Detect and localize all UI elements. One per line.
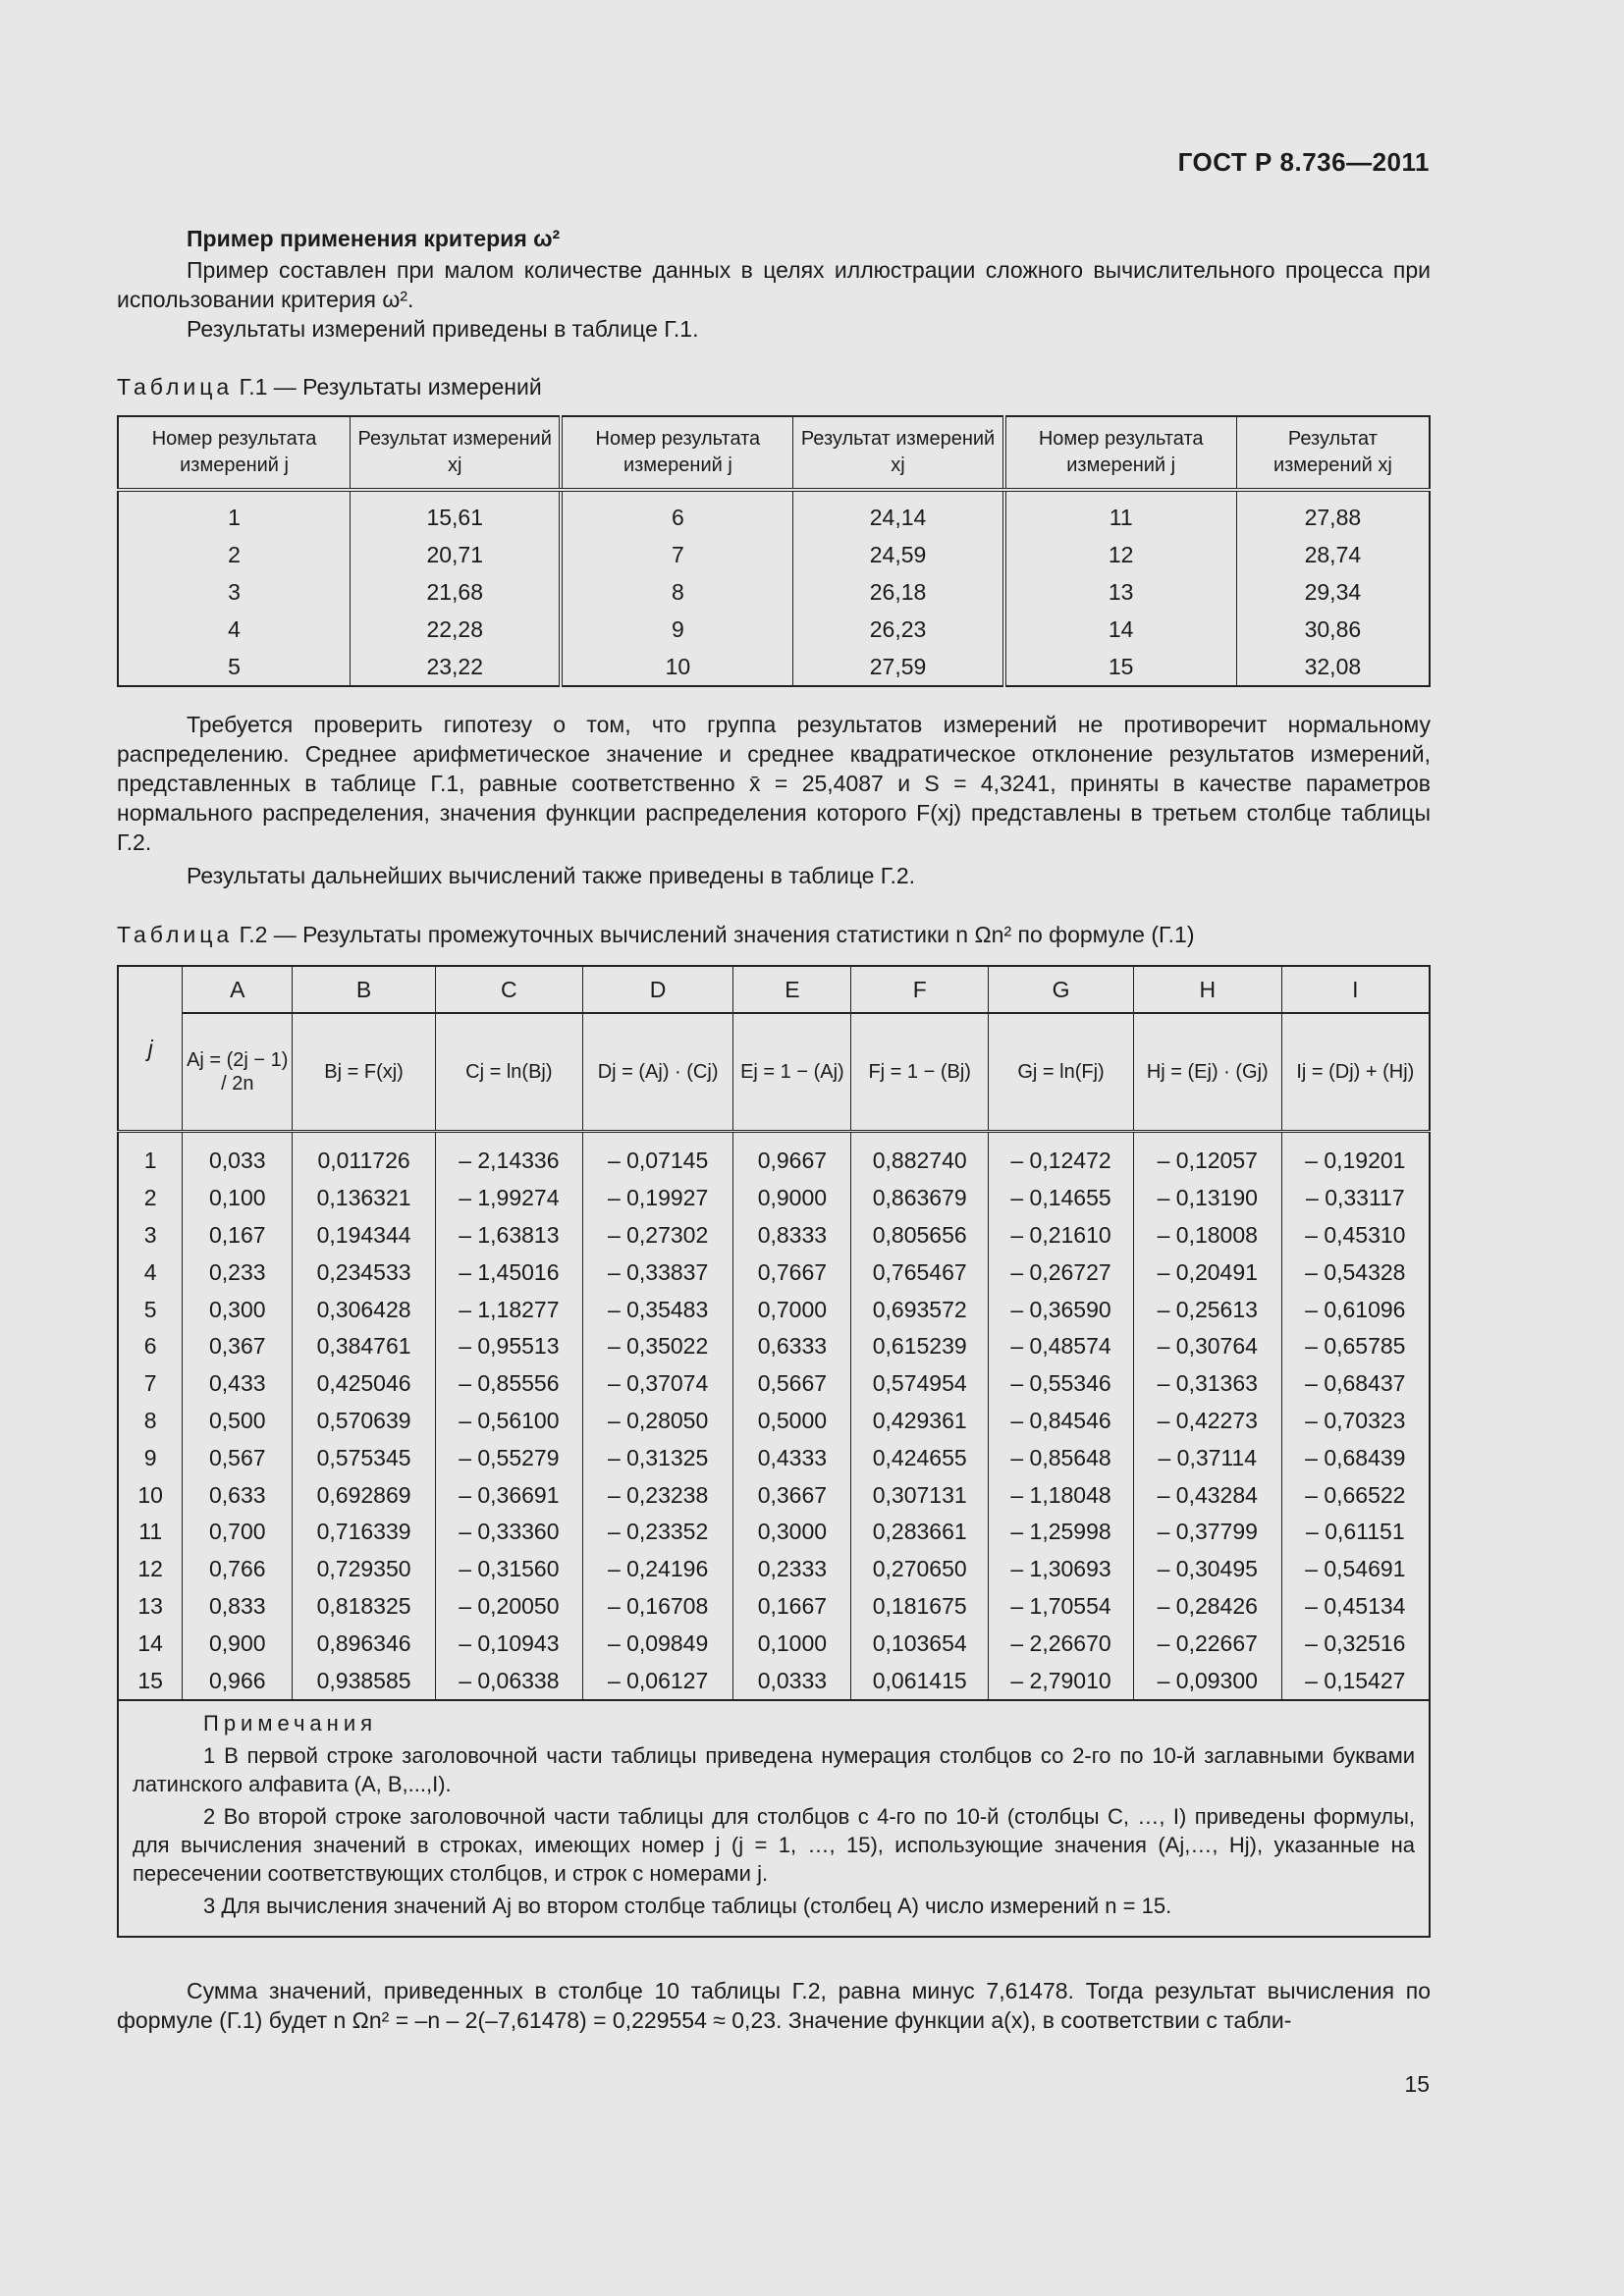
t2-cell: 0,574954 xyxy=(851,1365,989,1403)
t2-formula: Dj = (Aj) · (Cj) xyxy=(582,1013,733,1132)
t2-cell: – 0,18008 xyxy=(1133,1217,1281,1255)
t2-cell: – 0,36691 xyxy=(435,1476,582,1514)
t2-cell: 0,575345 xyxy=(293,1439,436,1476)
t2-cell: – 0,56100 xyxy=(435,1403,582,1440)
t2-cell: – 0,35022 xyxy=(582,1328,733,1365)
t2-cell: 10 xyxy=(137,1481,163,1508)
t2-formula: Ej = 1 − (Aj) xyxy=(733,1013,851,1132)
t2-cell: 0,136321 xyxy=(293,1180,436,1217)
t2-cell: – 1,30693 xyxy=(989,1551,1134,1588)
t2-cell: 0,500 xyxy=(183,1403,293,1440)
t2-j-header: j xyxy=(118,966,183,1132)
t1-cell: 8 xyxy=(561,574,793,612)
t2-cell: 8 xyxy=(143,1407,157,1433)
t2-cell: 12 xyxy=(137,1556,163,1582)
t2-cell: 0,384761 xyxy=(293,1328,436,1365)
t2-cell: – 0,55279 xyxy=(435,1439,582,1476)
t2-cell: 15 xyxy=(137,1667,163,1693)
t2-cell: – 2,79010 xyxy=(989,1662,1134,1700)
t1-header: Номер результата измерений j xyxy=(118,416,351,490)
t2-cell: 0,233 xyxy=(183,1254,293,1291)
t1-cell: 24,14 xyxy=(793,490,1004,537)
t1-cell: 2 xyxy=(228,542,241,568)
t2-cell: – 0,12472 xyxy=(989,1132,1134,1180)
t2-cell: 0,103654 xyxy=(851,1625,989,1662)
t2-row xyxy=(118,1625,1430,1662)
t1-cell: 12 xyxy=(1004,537,1237,574)
t2-cell: 0,896346 xyxy=(293,1625,436,1662)
t2-cell: – 0,35483 xyxy=(582,1291,733,1328)
t2-cell: – 0,28426 xyxy=(1133,1588,1281,1626)
t2-cell: 0,2333 xyxy=(733,1551,851,1588)
t2-row xyxy=(118,1254,1430,1291)
t2-cell: – 0,25613 xyxy=(1133,1291,1281,1328)
hypothesis-paragraph-2: Результаты дальнейших вычислений также приведены в таблице Г.2. xyxy=(187,863,916,888)
t2-cell: – 0,85556 xyxy=(435,1365,582,1403)
t1-cell: 28,74 xyxy=(1236,537,1430,574)
t2-cell: 3 xyxy=(143,1221,157,1248)
page-number: 15 xyxy=(1404,2071,1430,2097)
t2-cell: – 0,09300 xyxy=(1133,1662,1281,1700)
t2-cell: 0,033 xyxy=(183,1132,293,1180)
t2-cell: – 0,33360 xyxy=(435,1514,582,1551)
t2-cell: – 0,16708 xyxy=(582,1588,733,1626)
t2-cell: – 0,31560 xyxy=(435,1551,582,1588)
t2-cell: 0,429361 xyxy=(851,1403,989,1440)
t1-cell: 22,28 xyxy=(351,611,562,648)
t2-formula: Cj = ln(Bj) xyxy=(435,1013,582,1132)
t2-cell: – 0,61096 xyxy=(1281,1291,1430,1328)
t2-letter: I xyxy=(1281,966,1430,1013)
t2-cell: – 0,65785 xyxy=(1281,1328,1430,1365)
t2-letter: G xyxy=(989,966,1134,1013)
t1-header: Номер результата измерений j xyxy=(1004,416,1237,490)
t1-cell: 23,22 xyxy=(351,648,562,686)
t2-cell: – 0,33117 xyxy=(1281,1180,1430,1217)
t2-cell: 0,5667 xyxy=(733,1365,851,1403)
t1-cell: 9 xyxy=(561,611,793,648)
t2-cell: 0,300 xyxy=(183,1291,293,1328)
t2-cell: – 1,63813 xyxy=(435,1217,582,1255)
t1-cell: 26,23 xyxy=(793,611,1004,648)
t2-cell: 0,307131 xyxy=(851,1476,989,1514)
t2-row xyxy=(118,1291,1430,1328)
t1-cell: 13 xyxy=(1004,574,1237,612)
t2-letter: H xyxy=(1133,966,1281,1013)
t2-cell: – 0,70323 xyxy=(1281,1403,1430,1440)
t2-letter: C xyxy=(435,966,582,1013)
t2-cell: – 0,09849 xyxy=(582,1625,733,1662)
t2-row xyxy=(118,1514,1430,1551)
t2-cell: 0,3667 xyxy=(733,1476,851,1514)
t2-cell: – 0,23352 xyxy=(582,1514,733,1551)
t2-cell: – 2,26670 xyxy=(989,1625,1134,1662)
t1-cell: 27,59 xyxy=(793,648,1004,686)
t2-cell: – 0,20050 xyxy=(435,1588,582,1626)
t2-cell: – 0,68439 xyxy=(1281,1439,1430,1476)
t2-cell: – 0,37799 xyxy=(1133,1514,1281,1551)
t1-cell: 21,68 xyxy=(351,574,562,612)
t2-formula: Aj = (2j − 1) / 2n xyxy=(183,1013,293,1132)
t2-cell: 0,882740 xyxy=(851,1132,989,1180)
t2-row xyxy=(118,1476,1430,1514)
t2-formula: Ij = (Dj) + (Hj) xyxy=(1281,1013,1430,1132)
table-g2 xyxy=(117,965,1431,1938)
t2-cell: – 1,45016 xyxy=(435,1254,582,1291)
t2-cell: – 0,30495 xyxy=(1133,1551,1281,1588)
t2-formula: Gj = ln(Fj) xyxy=(989,1013,1134,1132)
t2-cell: 0,194344 xyxy=(293,1217,436,1255)
t2-cell: – 0,26727 xyxy=(989,1254,1134,1291)
t2-row xyxy=(118,1132,1430,1180)
t2-cell: 0,833 xyxy=(183,1588,293,1626)
t1-cell: 11 xyxy=(1004,490,1237,537)
t2-cell: 0,1667 xyxy=(733,1588,851,1626)
t2-cell: 0,167 xyxy=(183,1217,293,1255)
t2-cell: – 0,06338 xyxy=(435,1662,582,1700)
t2-cell: 7 xyxy=(143,1370,157,1397)
t2-cell: 0,0333 xyxy=(733,1662,851,1700)
t2-cell: 0,633 xyxy=(183,1476,293,1514)
t2-row xyxy=(118,1551,1430,1588)
t2-cell: 0,818325 xyxy=(293,1588,436,1626)
t1-cell: 30,86 xyxy=(1236,611,1430,648)
t2-cell: – 0,14655 xyxy=(989,1180,1134,1217)
t1-cell: 20,71 xyxy=(351,537,562,574)
t2-row xyxy=(118,1180,1430,1217)
t2-cell: 0,966 xyxy=(183,1662,293,1700)
t2-cell: 0,367 xyxy=(183,1328,293,1365)
table2-notes xyxy=(118,1700,1430,1937)
t2-row xyxy=(118,1588,1430,1626)
t2-cell: 0,100 xyxy=(183,1180,293,1217)
t2-cell: 0,9000 xyxy=(733,1180,851,1217)
t2-cell: – 0,19927 xyxy=(582,1180,733,1217)
t2-cell: – 0,24196 xyxy=(582,1551,733,1588)
t2-cell: – 0,20491 xyxy=(1133,1254,1281,1291)
t2-cell: 0,938585 xyxy=(293,1662,436,1700)
t2-cell: 0,765467 xyxy=(851,1254,989,1291)
t2-cell: – 0,48574 xyxy=(989,1328,1134,1365)
t2-cell: 0,011726 xyxy=(293,1132,436,1180)
notes-title: Примечания xyxy=(203,1710,378,1735)
t2-cell: 2 xyxy=(143,1185,157,1211)
t1-cell: 15 xyxy=(1004,648,1237,686)
t2-row xyxy=(118,1662,1430,1700)
t2-cell: 0,306428 xyxy=(293,1291,436,1328)
t2-cell: 0,567 xyxy=(183,1439,293,1476)
t2-cell: 0,863679 xyxy=(851,1180,989,1217)
table-g1 xyxy=(117,415,1431,687)
t2-cell: – 0,10943 xyxy=(435,1625,582,1662)
t2-cell: – 0,54691 xyxy=(1281,1551,1430,1588)
t2-letter: B xyxy=(293,966,436,1013)
t1-row xyxy=(118,537,1430,574)
t2-cell: 0,8333 xyxy=(733,1217,851,1255)
t2-formula: Bj = F(xj) xyxy=(293,1013,436,1132)
t2-cell: 0,7667 xyxy=(733,1254,851,1291)
t2-cell: – 0,84546 xyxy=(989,1403,1134,1440)
t1-row xyxy=(118,611,1430,648)
t2-cell: – 1,25998 xyxy=(989,1514,1134,1551)
t2-cell: 0,5000 xyxy=(733,1403,851,1440)
t2-cell: – 0,37114 xyxy=(1133,1439,1281,1476)
t1-cell: 29,34 xyxy=(1236,574,1430,612)
t1-cell: 15,61 xyxy=(351,490,562,537)
t2-cell: 1 xyxy=(143,1148,157,1174)
t2-row xyxy=(118,1439,1430,1476)
t2-cell: – 0,07145 xyxy=(582,1132,733,1180)
t2-cell: – 0,13190 xyxy=(1133,1180,1281,1217)
t2-cell: – 0,27302 xyxy=(582,1217,733,1255)
t2-cell: 0,716339 xyxy=(293,1514,436,1551)
table2-caption: Таблица Г.2 — Результаты промежуточных вычислений значения статистики n Ωn² по формуле (Г.1) xyxy=(117,922,1195,947)
t1-header: Номер результата измерений j xyxy=(561,416,793,490)
t2-cell: – 0,68437 xyxy=(1281,1365,1430,1403)
example-heading: Пример применения критерия ω² xyxy=(187,226,561,251)
t2-cell: 0,615239 xyxy=(851,1328,989,1365)
t2-cell: – 0,31363 xyxy=(1133,1365,1281,1403)
t1-header: Результат измерений xj xyxy=(793,416,1004,490)
t2-cell: – 0,06127 xyxy=(582,1662,733,1700)
t2-cell: 0,6333 xyxy=(733,1328,851,1365)
t2-cell: – 0,61151 xyxy=(1281,1514,1430,1551)
t2-cell: – 0,30764 xyxy=(1133,1328,1281,1365)
t2-row xyxy=(118,1365,1430,1403)
t2-cell: 0,3000 xyxy=(733,1514,851,1551)
t1-cell: 7 xyxy=(561,537,793,574)
t2-cell: – 0,43284 xyxy=(1133,1476,1281,1514)
note-item: 1 В первой строке заголовочной части таблицы приведена нумерация столбцов со 2-го по 10-й заглавными буквами латинского алфавита (A, B,...,I). xyxy=(133,1742,1415,1796)
t2-cell: – 0,31325 xyxy=(582,1439,733,1476)
t1-cell: 5 xyxy=(228,653,241,679)
t2-formula: Fj = 1 − (Bj) xyxy=(851,1013,989,1132)
intro-paragraph-2: Результаты измерений приведены в таблице Г.1. xyxy=(187,316,699,342)
t2-cell: – 0,66522 xyxy=(1281,1476,1430,1514)
t2-cell: 0,900 xyxy=(183,1625,293,1662)
t2-cell: – 0,45310 xyxy=(1281,1217,1430,1255)
t1-cell: 32,08 xyxy=(1236,648,1430,686)
t1-cell: 27,88 xyxy=(1236,490,1430,537)
t2-cell: – 0,21610 xyxy=(989,1217,1134,1255)
document-code: ГОСТ Р 8.736—2011 xyxy=(1177,147,1430,177)
t1-header: Результат измерений xj xyxy=(351,416,562,490)
t2-cell: 0,9667 xyxy=(733,1132,851,1180)
t2-letter: E xyxy=(733,966,851,1013)
t2-cell: 0,181675 xyxy=(851,1588,989,1626)
t2-cell: – 1,70554 xyxy=(989,1588,1134,1626)
t1-header: Результат измерений xj xyxy=(1236,416,1430,490)
t2-cell: – 0,12057 xyxy=(1133,1132,1281,1180)
note-item: 3 Для вычисления значений Aj во втором столбце таблицы (столбец A) число измерений n = 15. xyxy=(203,1893,1172,1918)
t2-cell: – 1,18048 xyxy=(989,1476,1134,1514)
t2-row xyxy=(118,1328,1430,1365)
t2-cell: 0,766 xyxy=(183,1551,293,1588)
t2-cell: 0,7000 xyxy=(733,1291,851,1328)
t1-row xyxy=(118,574,1430,612)
t2-cell: 0,270650 xyxy=(851,1551,989,1588)
t2-cell: – 0,33837 xyxy=(582,1254,733,1291)
t1-cell: 4 xyxy=(228,615,241,642)
t2-cell: – 0,28050 xyxy=(582,1403,733,1440)
t1-cell: 26,18 xyxy=(793,574,1004,612)
t2-row xyxy=(118,1217,1430,1255)
t2-cell: 0,805656 xyxy=(851,1217,989,1255)
hypothesis-paragraph: Требуется проверить гипотезу о том, что группа результатов измерений не противоречит нормальному распределению. Среднее арифметическое значение и среднее квадратическое отклонение результатов измерений, представленных в таблице Г.1, равные соответственно x̄ = 25,4087 и S = 4,3241, приняты в качестве параметров нормального распределения, значения функции распределения которого F(xj) представлены в третьем столбце таблицы Г.2. xyxy=(117,712,1431,855)
t1-row xyxy=(118,648,1430,686)
t2-cell: 0,1000 xyxy=(733,1625,851,1662)
t2-cell: 0,692869 xyxy=(293,1476,436,1514)
t2-cell: 4 xyxy=(143,1258,157,1285)
t2-cell: – 0,22667 xyxy=(1133,1625,1281,1662)
t2-cell: – 0,42273 xyxy=(1133,1403,1281,1440)
t2-cell: – 0,55346 xyxy=(989,1365,1134,1403)
t2-cell: 6 xyxy=(143,1333,157,1360)
t2-cell: 0,433 xyxy=(183,1365,293,1403)
t2-cell: 0,4333 xyxy=(733,1439,851,1476)
t2-cell: 0,424655 xyxy=(851,1439,989,1476)
t2-cell: – 1,99274 xyxy=(435,1180,582,1217)
t2-cell: – 0,36590 xyxy=(989,1291,1134,1328)
t2-cell: – 0,37074 xyxy=(582,1365,733,1403)
t1-cell: 1 xyxy=(228,505,241,531)
t1-cell: 24,59 xyxy=(793,537,1004,574)
t2-cell: – 0,23238 xyxy=(582,1476,733,1514)
intro-paragraph: Пример составлен при малом количестве данных в целях иллюстрации сложного вычислительного процесса при использовании критерия ω². xyxy=(117,257,1431,312)
t1-row xyxy=(118,490,1430,537)
t2-cell: – 0,32516 xyxy=(1281,1625,1430,1662)
t2-cell: – 0,15427 xyxy=(1281,1662,1430,1700)
table1-caption: Таблица Г.1 — Результаты измерений xyxy=(117,374,542,400)
t2-cell: – 2,14336 xyxy=(435,1132,582,1180)
t2-cell: 0,570639 xyxy=(293,1403,436,1440)
result-paragraph: Сумма значений, приведенных в столбце 10 таблицы Г.2, равна минус 7,61478. Тогда результат вычисления по формуле (Г.1) будет n Ωn² = –n – 2(–7,61478) = 0,229554 ≈ 0,23. Значение функции a(x), в соответствии с табли- xyxy=(117,1978,1431,2033)
t2-cell: – 0,19201 xyxy=(1281,1132,1430,1180)
note-item: 2 Во второй строке заголовочной части таблицы для столбцов с 4-го по 10-й (столбцы C, …, I) приведены формулы, для вычисления значений в строках, имеющих номер j (j = 1, …, 15), использующие значения (Aj,…, Hj), указанные на пересечении соответствующих столбцов, и строк с номерами j. xyxy=(133,1803,1415,1886)
t2-cell: – 0,54328 xyxy=(1281,1254,1430,1291)
t2-cell: – 1,18277 xyxy=(435,1291,582,1328)
t2-cell: 0,283661 xyxy=(851,1514,989,1551)
t2-cell: 0,234533 xyxy=(293,1254,436,1291)
t2-cell: 14 xyxy=(137,1629,163,1656)
t2-cell: 13 xyxy=(137,1592,163,1619)
t1-cell: 3 xyxy=(228,579,241,606)
t2-cell: 0,700 xyxy=(183,1514,293,1551)
t2-cell: – 0,45134 xyxy=(1281,1588,1430,1626)
t2-cell: 0,693572 xyxy=(851,1291,989,1328)
t2-cell: – 0,85648 xyxy=(989,1439,1134,1476)
t2-cell: 11 xyxy=(138,1519,163,1545)
t2-cell: 0,425046 xyxy=(293,1365,436,1403)
t1-cell: 14 xyxy=(1004,611,1237,648)
t2-row xyxy=(118,1403,1430,1440)
t2-formula: Hj = (Ej) · (Gj) xyxy=(1133,1013,1281,1132)
t1-cell: 10 xyxy=(561,648,793,686)
t2-cell: 0,729350 xyxy=(293,1551,436,1588)
t2-cell: – 0,95513 xyxy=(435,1328,582,1365)
t2-cell: 9 xyxy=(143,1444,157,1470)
t2-letter: A xyxy=(183,966,293,1013)
t2-cell: 0,061415 xyxy=(851,1662,989,1700)
t2-cell: 5 xyxy=(143,1296,157,1322)
t2-letter: F xyxy=(851,966,989,1013)
t2-letter: D xyxy=(582,966,733,1013)
t1-cell: 6 xyxy=(561,490,793,537)
